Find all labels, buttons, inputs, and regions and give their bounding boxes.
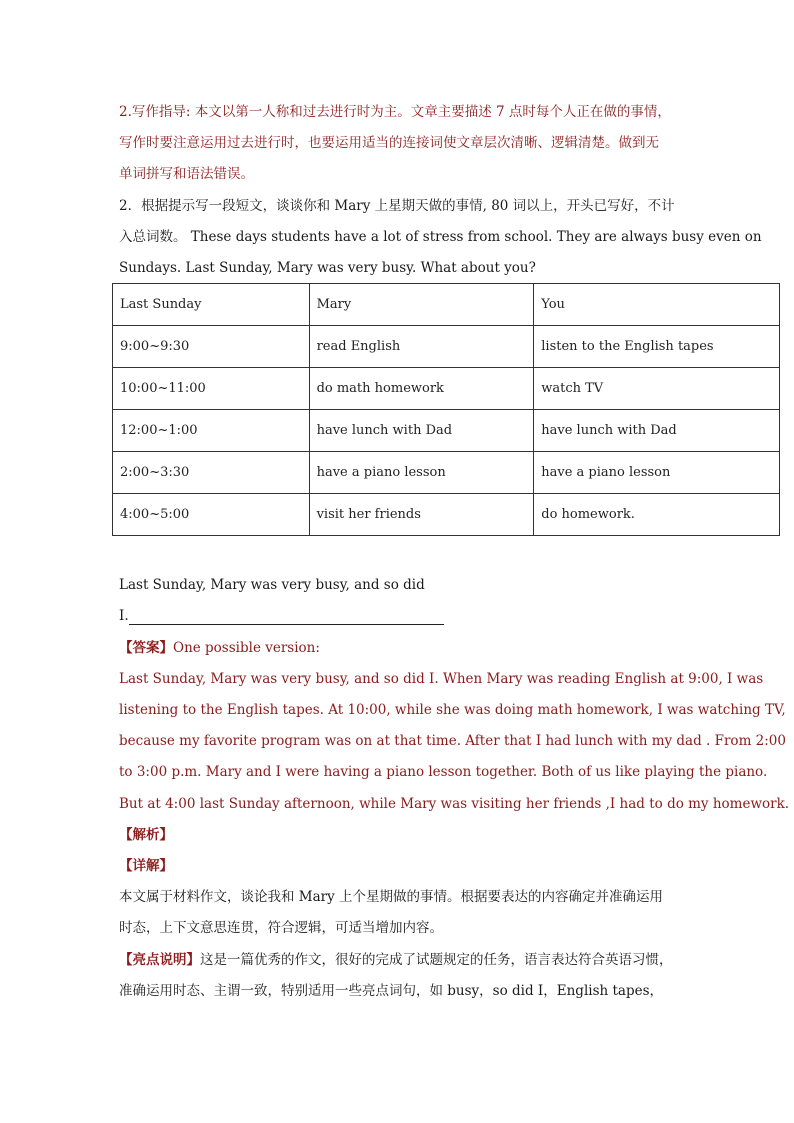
prompt-line-1: Last Sunday, Mary was very busy, and so did [119,577,425,593]
table-cell-you: have a piano lesson [534,452,780,494]
writing-guide-line-2: 写作时要注意运用过去进行时，也要运用适当的连接词使文章层次清晰、逻辑清楚。做到无 [119,135,659,151]
table-cell-mary: do math homework [309,368,534,410]
table-cell-time: 10:00~11:00 [113,368,310,410]
table-cell-you: have lunch with Dad [534,410,780,452]
answer-blank-line [129,610,444,625]
question-line-1: 2．根据提示写一段短文，谈谈你和 Mary 上星期天做的事情, 80 词以上，开头已写好，不计 [119,198,675,214]
answer-tag: 【答案】 [119,640,173,656]
table-cell-mary: visit her friends [309,494,534,536]
answer-header [119,639,320,657]
answer-line-3: because my favorite program was on at that time. After that I had lunch with my dad . From 2:00 [119,733,786,749]
answer-line-1: Last Sunday, Mary was very busy, and so did I. When Mary was reading English at 9:00, I was [119,671,764,687]
table-row [113,452,780,494]
table-cell-mary: have a piano lesson [309,452,534,494]
table-cell-time: 9:00~9:30 [113,326,310,368]
highlight-line-1-text: 这是一篇优秀的作文，很好的完成了试题规定的任务，语言表达符合英语习惯， [200,952,673,968]
writing-guide-line-3: 单词拼写和语法错误。 [119,166,254,182]
table-cell-mary: have lunch with Dad [309,410,534,452]
analysis-header [119,826,173,844]
table-row [113,368,780,410]
header-cell-you: You [534,284,780,326]
highlight-line-2: 准确运用时态、主谓一致，特别适用一些亮点词句，如 busy，so did I，English tapes， [119,983,664,999]
table-row [113,494,780,536]
table-cell-time: 2:00~3:30 [113,452,310,494]
answer-line-2: listening to the English tapes. At 10:00, while she was doing math homework, I was watching TV, [119,702,786,718]
detail-line-1: 本文属于材料作文，谈论我和 Mary 上个星期做的事情。根据要表达的内容确定并准确运用 [119,889,664,905]
highlight-line-1 [119,951,673,969]
answer-line-5: But at 4:00 last Sunday afternoon, while Mary was visiting her friends ,I had to do my homework. [119,796,790,812]
table-cell-time: 4:00~5:00 [113,494,310,536]
question-line-2: 入总词数。 These days students have a lot of stress from school. They are always busy even on [119,229,762,245]
table-row [113,410,780,452]
table-header-row [113,284,780,326]
schedule-table-wrapper [112,283,780,536]
header-cell-time: Last Sunday [113,284,310,326]
table-cell-you: do homework. [534,494,780,536]
prompt-line-2 [119,607,444,625]
writing-guide-line-1: 2.写作指导: 本文以第一人称和过去进行时为主。文章主要描述 7 点时每个人正在做的事情， [119,104,671,120]
detail-line-2: 时态，上下文意思连贯，符合逻辑，可适当增加内容。 [119,920,443,936]
schedule-table [112,283,780,536]
detail-tag: 【详解】 [119,858,173,874]
analysis-tag: 【解析】 [119,827,173,843]
table-cell-you: watch TV [534,368,780,410]
table-cell-you: listen to the English tapes [534,326,780,368]
table-row [113,326,780,368]
answer-line-4: to 3:00 p.m. Mary and I were having a piano lesson together. Both of us like playing the piano. [119,764,768,780]
answer-intro: One possible version: [173,640,320,656]
detail-header [119,857,173,875]
table-cell-mary: read English [309,326,534,368]
highlight-tag: 【亮点说明】 [119,952,200,968]
table-cell-time: 12:00~1:00 [113,410,310,452]
header-cell-mary: Mary [309,284,534,326]
prompt-line-2-prefix: I. [119,608,129,624]
question-line-3: Sundays. Last Sunday, Mary was very busy. What about you? [119,260,536,276]
